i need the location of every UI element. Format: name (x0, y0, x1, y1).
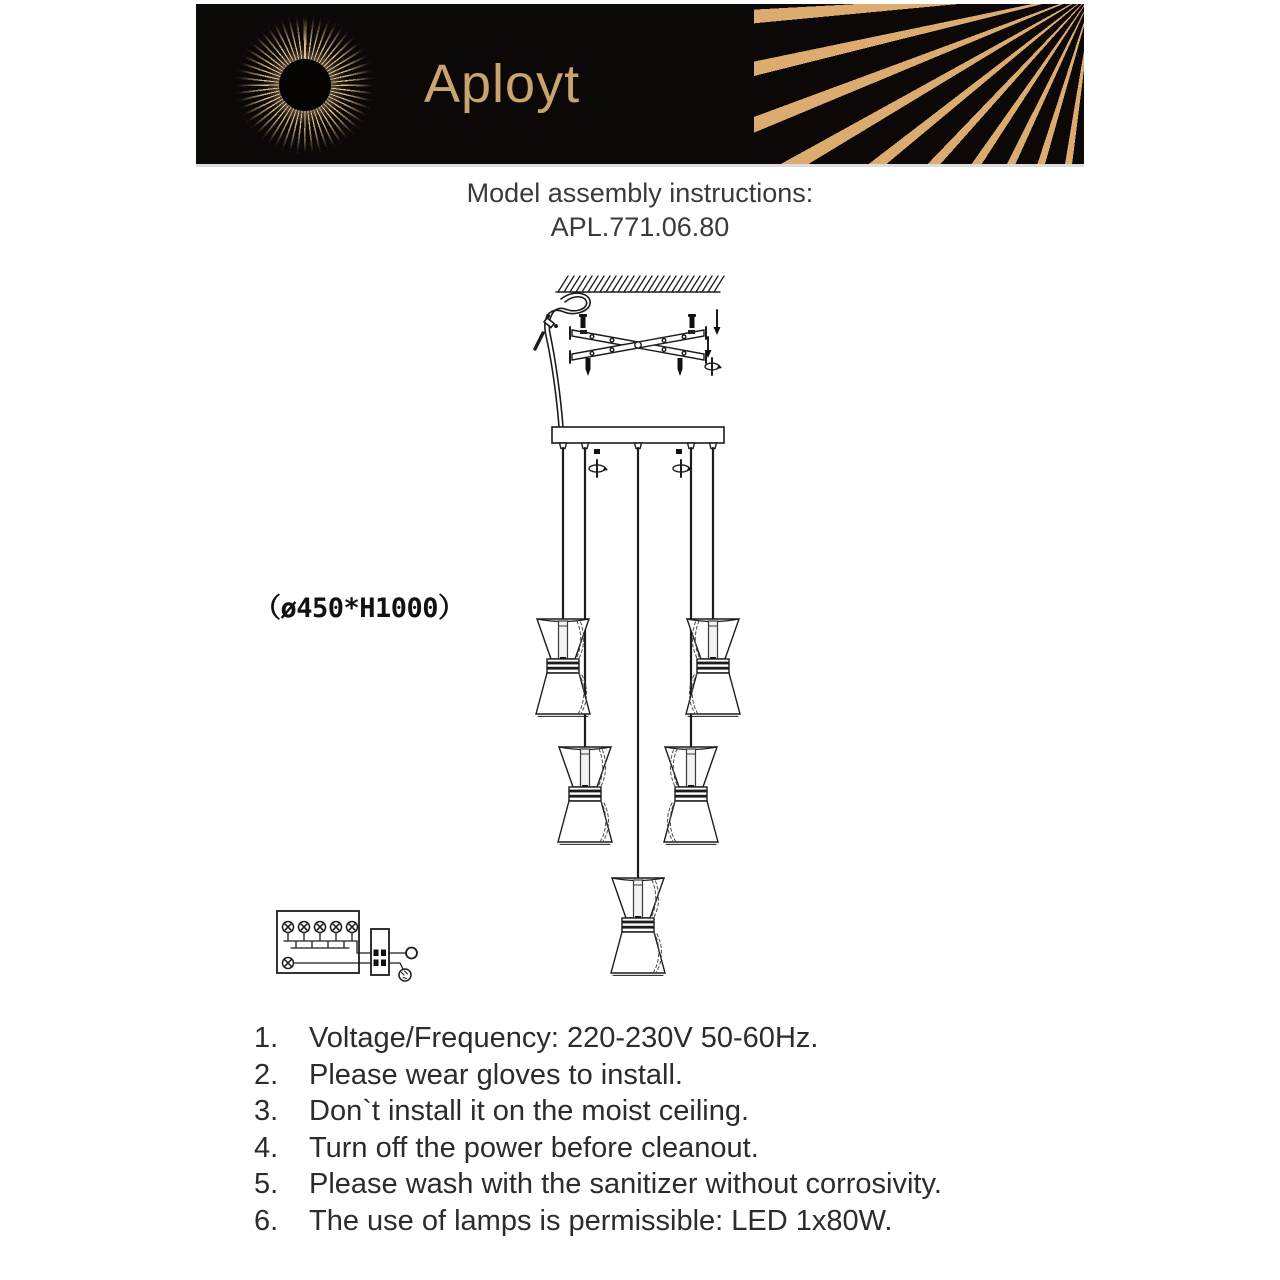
dimension-label: （ø450*H1000） (254, 593, 465, 624)
item-number: 4. (254, 1131, 279, 1164)
item-number: 5. (254, 1168, 279, 1201)
power-wire (535, 293, 590, 427)
item-number: 3. (254, 1095, 279, 1128)
title-block (0, 176, 1280, 244)
list-item (254, 1020, 1084, 1057)
sunburst-logo-icon (237, 17, 373, 153)
mounting-bracket (570, 327, 706, 363)
item-text: Don`t install it on the moist ceiling. (309, 1095, 750, 1128)
list-item (254, 1130, 1084, 1167)
screw-rotation-icon (705, 358, 722, 375)
list-item (254, 1203, 1084, 1240)
ceiling-hatch (556, 276, 724, 292)
model-number: APL.771.06.80 (550, 212, 730, 242)
screw-rotation-icon (589, 449, 608, 477)
screw-rotation-icon (673, 449, 692, 477)
item-text: Please wear gloves to install. (309, 1058, 683, 1091)
item-text: The use of lamps is permissible: LED 1x80W. (309, 1204, 893, 1237)
page-title: Model assembly instructions: (466, 178, 814, 208)
corner-rays-decoration (754, 4, 1084, 164)
list-item (254, 1093, 1084, 1130)
item-number: 1. (254, 1022, 279, 1054)
item-text: Please wash with the sanitizer without corrosivity. (309, 1168, 942, 1201)
brand-wordmark: Aployt (424, 54, 581, 114)
assembly-diagram (250, 258, 770, 1018)
item-text: Voltage/Frequency: 220-230V 50-60Hz. (309, 1022, 819, 1054)
instructions-list (254, 1020, 1084, 1240)
list-item (254, 1166, 1084, 1203)
item-number: 2. (254, 1058, 279, 1091)
sunburst-core (279, 59, 331, 111)
canopy-plate (552, 427, 724, 449)
item-number: 6. (254, 1204, 279, 1237)
list-item (254, 1057, 1084, 1094)
wiring-diagram (277, 911, 417, 981)
item-text: Turn off the power before cleanout. (309, 1131, 759, 1164)
brand-banner (196, 4, 1084, 167)
